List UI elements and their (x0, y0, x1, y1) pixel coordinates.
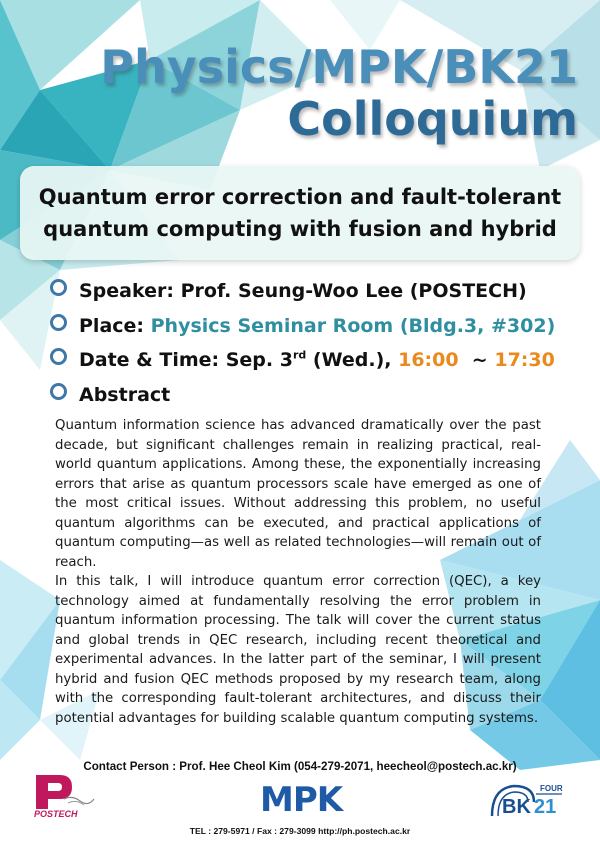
place-label: Place: (79, 315, 151, 337)
bk21-bk-text: BK (502, 796, 531, 818)
mpk-logo (256, 778, 346, 824)
footer-contact-info: TEL : 279-5971 / Fax : 279-3099 http://ph.postech.ac.kr (189, 826, 411, 836)
place-value: Physics Seminar Room (Bldg.3, #302) (150, 315, 556, 337)
postech-logo-text: POSTECH (34, 809, 78, 819)
date-day: (Wed.), (306, 349, 399, 371)
time-end: 17:30 (494, 349, 555, 371)
bk21-number-text: 21 (534, 796, 557, 818)
bullet-icon (50, 383, 67, 400)
time-separator: ~ (458, 349, 495, 371)
date-suffix: rd (292, 348, 307, 362)
colloquium-title-line2: Colloquium (287, 92, 578, 146)
time-start: 16:00 (398, 349, 459, 371)
speaker-value: Prof. Seung-Woo Lee (POSTECH) (180, 280, 527, 302)
colloquium-title-line1: Physics/MPK/BK21 (100, 40, 578, 94)
place-line (50, 314, 555, 337)
speaker-line (50, 279, 527, 302)
date-label: Date & Time: Sep. 3 (79, 349, 293, 371)
talk-title: Quantum error correction and fault-tolerant quantum computing with fusion and hybrid (38, 185, 562, 241)
bullet-icon (50, 279, 67, 296)
date-time-line (50, 348, 555, 371)
postech-logo (28, 773, 98, 821)
bk21-four-logo (488, 780, 568, 824)
talk-title-box (20, 166, 580, 260)
abstract-body (55, 416, 541, 728)
abstract-paragraph-1: Quantum information science has advanced dramatically over the past decade, but significant challenges remain in realizing practical, real-world quantum applications. Among these, the exponentially increasing errors that arise as quantum processors scale have emerged as one of the most critical issues. Without addressing this problem, no useful quantum algorithms can be executed, and practical applications of quantum computing—as well as related technologies—will remain out of reach. (55, 418, 541, 570)
bullet-icon (50, 348, 67, 365)
bullet-icon (50, 314, 67, 331)
speaker-label: Speaker: (79, 280, 181, 302)
abstract-heading: Abstract (79, 384, 171, 406)
bk21-four-text: FOUR (540, 784, 563, 793)
contact-person: Contact Person : Prof. Hee Cheol Kim (054-279-2071, heecheol@postech.ac.kr) (83, 760, 517, 773)
mpk-logo-text: MPK (260, 780, 343, 820)
abstract-heading-line (50, 383, 170, 406)
abstract-paragraph-2: In this talk, I will introduce quantum error correction (QEC), a key technology aimed at fundamentally resolving the error problem in quantum information processing. The talk will cover the current status and global trends in QEC research, including recent theoretical and experimental advances. In the latter part of the seminar, I will present hybrid and fusion QEC methods proposed by my research team, along with the corresponding fault-tolerant architectures, and discuss their potential advantages for building scalable quantum computing systems. (55, 574, 541, 726)
